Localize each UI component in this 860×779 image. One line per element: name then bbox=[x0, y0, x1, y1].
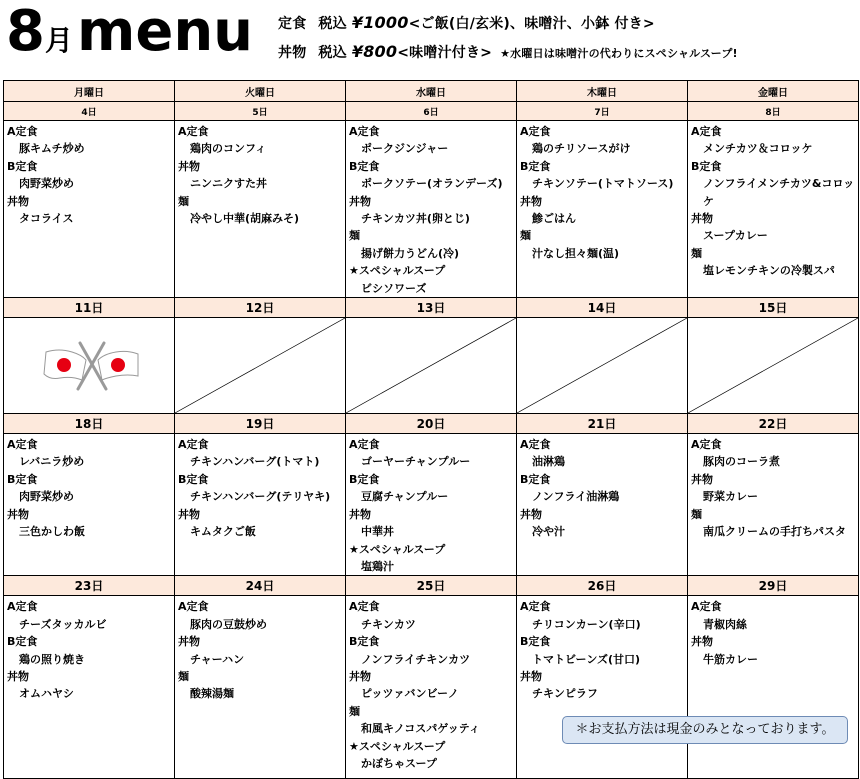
menu-category: 麺 bbox=[178, 194, 189, 208]
menu-item: メンチカツ＆コロッケ bbox=[703, 142, 813, 156]
menu-item: ピッツァバンビーノ bbox=[361, 687, 459, 701]
menu-category: A定食 bbox=[349, 438, 380, 452]
date-cell: 11日 bbox=[4, 298, 175, 318]
menu-item: ノンフライチキンカツ bbox=[361, 652, 471, 666]
menu-item: 冷やし中華(胡麻みそ) bbox=[190, 212, 300, 226]
menu-category: 丼物 bbox=[7, 194, 29, 208]
wednesday-note: ★水曜日は味噌汁の代わりにスペシャルスープ! bbox=[500, 47, 738, 60]
date-cell: 26日 bbox=[517, 576, 688, 596]
donburi-price: ¥800 bbox=[351, 42, 398, 61]
teishoku-tax: 税込 bbox=[318, 16, 347, 32]
donburi-tax: 税込 bbox=[318, 45, 347, 61]
menu-item: 塩鶏汁 bbox=[361, 559, 394, 573]
menu-item: スープカレー bbox=[703, 229, 768, 243]
menu-item: 酸辣湯麺 bbox=[190, 687, 234, 701]
menu-item: 揚げ餅力うどん(冷) bbox=[361, 246, 460, 260]
donburi-price-line bbox=[278, 42, 738, 62]
menu-item: チキンハンバーグ(トマト) bbox=[190, 455, 320, 469]
menu-category: A定食 bbox=[7, 125, 38, 138]
menu-item: ポークソテー(オランデーズ) bbox=[361, 177, 503, 191]
menu-category: ★スペシャルスープ bbox=[349, 739, 446, 753]
menu-category: A定食 bbox=[178, 438, 209, 452]
week1-date-row bbox=[4, 102, 859, 121]
date-cell: 15日 bbox=[688, 298, 859, 318]
menu-category: A定食 bbox=[691, 125, 722, 138]
menu-category: 丼物 bbox=[7, 669, 29, 683]
date-cell: 4日 bbox=[4, 102, 175, 121]
menu-cell bbox=[346, 596, 516, 772]
menu-item: 豆腐チャンプルー bbox=[361, 490, 449, 504]
menu-item: 和風キノコスパゲッティ bbox=[361, 722, 480, 736]
menu-item: 豚キムチ炒め bbox=[19, 142, 85, 156]
menu-item: 肉野菜炒め bbox=[19, 490, 74, 504]
menu-item: チキンソテー(トマトソース) bbox=[532, 177, 674, 191]
menu-category: 丼物 bbox=[691, 212, 713, 226]
menu-item: ノンフライメンチカツ&コロッケ bbox=[703, 177, 855, 208]
donburi-label: 丼物 bbox=[278, 45, 307, 61]
weekday-mon: 月曜日 bbox=[4, 81, 175, 102]
menu-item: かぼちゃスープ bbox=[361, 756, 437, 770]
menu-item: チキンカツ丼(卵とじ) bbox=[361, 212, 470, 226]
menu-item: ゴーヤーチャンプルー bbox=[361, 455, 471, 469]
date-cell: 5日 bbox=[175, 102, 346, 121]
page-header bbox=[0, 0, 860, 78]
menu-cell bbox=[175, 434, 345, 540]
menu-category: 麺 bbox=[691, 246, 702, 260]
menu-category: A定食 bbox=[691, 600, 722, 614]
date-cell: 25日 bbox=[346, 576, 517, 596]
week2-date-row bbox=[4, 298, 859, 318]
date-cell: 21日 bbox=[517, 414, 688, 434]
menu-category: B定食 bbox=[520, 472, 551, 486]
menu-item: チキンカツ bbox=[361, 617, 416, 631]
menu-category: B定食 bbox=[349, 159, 380, 173]
title-month-number: 8 bbox=[6, 0, 45, 64]
menu-cell bbox=[517, 121, 687, 262]
date-cell: 12日 bbox=[175, 298, 346, 318]
holiday-cell bbox=[4, 318, 175, 414]
menu-category: B定食 bbox=[7, 635, 38, 649]
week4-menu-row bbox=[4, 596, 859, 779]
menu-category: A定食 bbox=[349, 125, 380, 138]
menu-category: 丼物 bbox=[178, 159, 200, 173]
date-cell: 7日 bbox=[517, 102, 688, 121]
menu-category: A定食 bbox=[178, 600, 209, 614]
menu-item: 豚肉のコーラ煮 bbox=[703, 455, 780, 469]
menu-cell bbox=[688, 121, 858, 280]
menu-category: 麺 bbox=[691, 507, 702, 521]
menu-category: B定食 bbox=[178, 472, 209, 486]
menu-item: 汁なし担々麺(温) bbox=[532, 246, 620, 260]
menu-category: 丼物 bbox=[349, 507, 371, 521]
menu-category: B定食 bbox=[7, 159, 38, 173]
menu-category: 丼物 bbox=[178, 635, 200, 649]
menu-item: 油淋鶏 bbox=[532, 455, 565, 469]
menu-category: 丼物 bbox=[520, 194, 542, 208]
diagonal-slash bbox=[517, 318, 687, 413]
diagonal-slash bbox=[688, 318, 858, 413]
menu-category: 丼物 bbox=[520, 669, 542, 683]
closed-cell bbox=[688, 318, 859, 414]
menu-category: 丼物 bbox=[349, 194, 371, 208]
teishoku-desc: <ご飯(白/玄米)、味噌汁、小鉢 付き> bbox=[408, 16, 655, 32]
menu-item: キムタクご飯 bbox=[190, 525, 256, 539]
menu-item: 青椒肉絲 bbox=[703, 617, 747, 631]
date-cell: 6日 bbox=[346, 102, 517, 121]
weekday-header-row bbox=[4, 81, 859, 102]
menu-item: ビシソワーズ bbox=[361, 281, 427, 295]
date-cell: 29日 bbox=[688, 576, 859, 596]
menu-item: 牛筋カレー bbox=[703, 652, 758, 666]
menu-item: 冷や汁 bbox=[532, 525, 565, 539]
menu-category: A定食 bbox=[7, 438, 38, 452]
payment-note: ＊お支払方法は現金のみとなっております。 bbox=[562, 716, 848, 744]
menu-item: チキンピラフ bbox=[532, 687, 598, 701]
menu-item: 肉野菜炒め bbox=[19, 177, 74, 191]
weekday-tue: 火曜日 bbox=[175, 81, 346, 102]
menu-item: 塩レモンチキンの冷製スパ bbox=[703, 264, 835, 278]
teishoku-label: 定食 bbox=[278, 16, 307, 32]
menu-category: 丼物 bbox=[691, 472, 713, 486]
week3-menu-row bbox=[4, 434, 859, 576]
donburi-desc: <味噌汁付き> bbox=[397, 45, 493, 61]
date-cell: 19日 bbox=[175, 414, 346, 434]
closed-cell bbox=[175, 318, 346, 414]
menu-category: B定食 bbox=[520, 159, 551, 173]
title-menu: menu bbox=[76, 0, 254, 64]
page-title bbox=[6, 0, 254, 64]
menu-item: レバニラ炒め bbox=[19, 455, 85, 469]
menu-cell bbox=[175, 121, 345, 227]
menu-cell bbox=[175, 596, 345, 702]
closed-cell bbox=[517, 318, 688, 414]
date-cell: 24日 bbox=[175, 576, 346, 596]
date-cell: 20日 bbox=[346, 414, 517, 434]
menu-item: 南瓜クリームの手打ちパスタ bbox=[703, 525, 846, 539]
menu-category: A定食 bbox=[7, 600, 38, 614]
menu-item: チャーハン bbox=[190, 652, 245, 666]
menu-category: 丼物 bbox=[7, 507, 29, 521]
menu-cell bbox=[346, 434, 516, 575]
menu-category: 麺 bbox=[520, 229, 531, 243]
menu-item: 鶏肉のコンフィ bbox=[190, 142, 267, 156]
menu-cell bbox=[4, 121, 174, 227]
menu-category: A定食 bbox=[349, 600, 380, 614]
week3-date-row bbox=[4, 414, 859, 434]
menu-item: 鶏のチリソースがけ bbox=[532, 142, 631, 156]
menu-category: B定食 bbox=[520, 635, 551, 649]
menu-category: B定食 bbox=[349, 635, 380, 649]
menu-item: 鶏の照り焼き bbox=[19, 652, 85, 666]
menu-item: タコライス bbox=[19, 212, 74, 226]
menu-category: B定食 bbox=[7, 472, 38, 486]
menu-category: B定食 bbox=[691, 159, 722, 173]
menu-category: 麺 bbox=[349, 229, 360, 243]
menu-item: チーズタッカルビ bbox=[19, 617, 107, 631]
menu-category: 麺 bbox=[349, 704, 360, 718]
menu-item: ニンニクすた丼 bbox=[190, 177, 267, 191]
menu-cell bbox=[346, 121, 516, 297]
menu-item: 野菜カレー bbox=[703, 490, 758, 504]
menu-item: ポークジンジャー bbox=[361, 142, 449, 156]
date-cell: 18日 bbox=[4, 414, 175, 434]
menu-cell bbox=[517, 596, 687, 702]
menu-category: 丼物 bbox=[691, 635, 713, 649]
menu-item: チキンハンバーグ(テリヤキ) bbox=[190, 490, 331, 504]
weekday-fri: 金曜日 bbox=[688, 81, 859, 102]
menu-item: トマトビーンズ(甘口) bbox=[532, 652, 641, 666]
menu-item: ノンフライ油淋鶏 bbox=[532, 490, 620, 504]
weekday-wed: 水曜日 bbox=[346, 81, 517, 102]
week1-menu-row bbox=[4, 121, 859, 298]
teishoku-price-line bbox=[278, 13, 655, 33]
date-cell: 14日 bbox=[517, 298, 688, 318]
weekday-thu: 木曜日 bbox=[517, 81, 688, 102]
diagonal-slash bbox=[175, 318, 345, 413]
week2-menu-row bbox=[4, 318, 859, 414]
menu-category: 麺 bbox=[178, 669, 189, 683]
date-cell: 13日 bbox=[346, 298, 517, 318]
menu-category: B定食 bbox=[349, 472, 380, 486]
japan-flag-icon bbox=[42, 340, 142, 392]
menu-item: 鯵ごはん bbox=[532, 212, 576, 226]
date-cell: 23日 bbox=[4, 576, 175, 596]
date-cell: 8日 bbox=[688, 102, 859, 121]
menu-category: A定食 bbox=[520, 438, 551, 452]
menu-item: チリコンカーン(辛口) bbox=[532, 617, 641, 631]
menu-category: 丼物 bbox=[178, 507, 200, 521]
menu-item: 三色かしわ飯 bbox=[19, 525, 85, 539]
menu-category: ★スペシャルスープ bbox=[349, 264, 446, 278]
title-month-kanji: 月 bbox=[44, 24, 73, 57]
menu-item: オムハヤシ bbox=[19, 687, 74, 701]
teishoku-price: ¥1000 bbox=[351, 13, 409, 32]
menu-category: A定食 bbox=[520, 125, 551, 138]
menu-cell bbox=[4, 596, 174, 702]
menu-category: A定食 bbox=[178, 125, 209, 138]
menu-category: 丼物 bbox=[520, 507, 542, 521]
diagonal-slash bbox=[346, 318, 516, 413]
menu-cell bbox=[4, 434, 174, 540]
date-cell: 22日 bbox=[688, 414, 859, 434]
menu-item: 豚肉の豆鼓炒め bbox=[190, 617, 267, 631]
menu-category: A定食 bbox=[520, 600, 551, 614]
menu-cell bbox=[517, 434, 687, 540]
menu-category: ★スペシャルスープ bbox=[349, 542, 446, 556]
week4-date-row bbox=[4, 576, 859, 596]
menu-category: A定食 bbox=[691, 438, 722, 452]
menu-category: 丼物 bbox=[349, 669, 371, 683]
closed-cell bbox=[346, 318, 517, 414]
menu-cell bbox=[688, 434, 858, 540]
menu-item: 中華丼 bbox=[361, 525, 394, 539]
menu-cell bbox=[688, 596, 858, 668]
menu-calendar bbox=[3, 80, 859, 779]
